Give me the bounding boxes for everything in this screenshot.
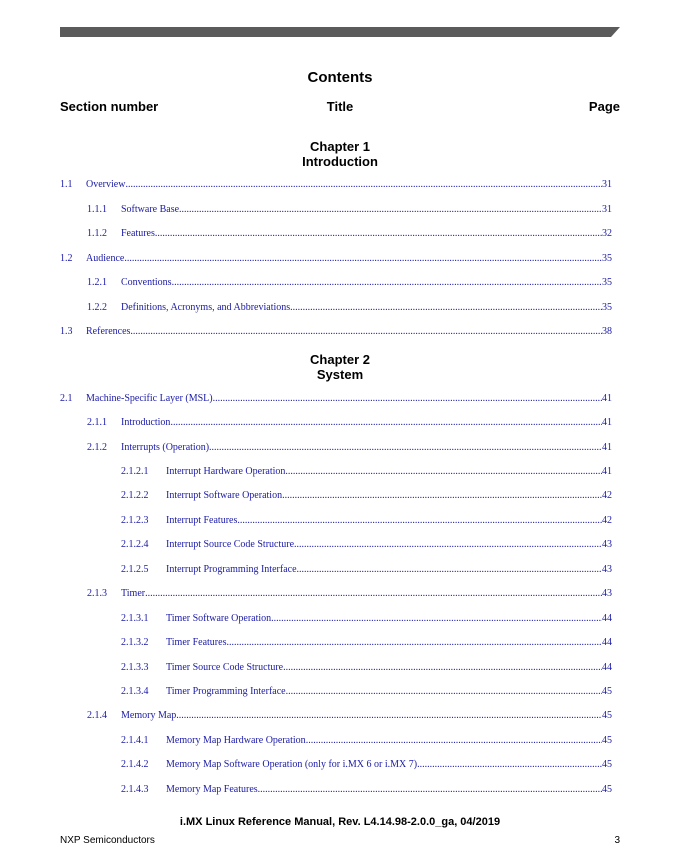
chapter-name: System [316,367,364,382]
toc-entry-title[interactable]: Audience [86,253,125,264]
dot-leader [172,276,602,290]
toc-entry[interactable] [60,301,612,315]
toc-entry-page[interactable]: 41 [602,466,612,477]
toc-entry-number: 2.1 [60,393,73,404]
toc-entry-title[interactable]: Features [121,228,155,239]
toc-entry-page[interactable]: 41 [602,417,612,428]
toc-entry-page[interactable]: 41 [602,393,612,404]
toc-entry-title[interactable]: Software Base [121,204,180,215]
toc-entry[interactable] [60,227,612,241]
toc-entry-title[interactable]: Memory Map Features [166,784,258,795]
dot-leader [290,301,602,315]
toc-entry-page[interactable]: 43 [602,588,612,599]
dot-leader [124,252,602,266]
dot-leader [179,203,602,217]
toc-entry-title[interactable]: Memory Map Hardware Operation [166,735,306,746]
toc-entry-title[interactable]: Timer [121,588,146,599]
toc-entry-number: 1.1 [60,179,73,190]
footer-company: NXP Semiconductors [60,835,155,846]
toc-entry[interactable] [60,587,612,601]
chapter-number: Chapter 2 [310,352,370,367]
toc-entry-page[interactable]: 44 [602,613,612,624]
toc-entry[interactable] [60,612,612,626]
toc-entry[interactable] [60,465,612,479]
dot-leader [176,709,602,723]
toc-entry-title[interactable]: Timer Programming Interface [166,686,286,697]
toc-entry-number: 2.1.3.1 [121,613,149,624]
toc-entry-page[interactable]: 45 [602,735,612,746]
toc-entry[interactable] [60,661,612,675]
toc-entry-page[interactable]: 45 [602,784,612,795]
toc-entry-number: 2.1.4.2 [121,759,149,770]
dot-leader [226,636,602,650]
toc-entry[interactable] [60,685,612,699]
toc-entry-number: 2.1.2.3 [121,515,149,526]
toc-entry[interactable] [60,709,612,723]
toc-entry-title[interactable]: Interrupt Features [166,515,238,526]
toc-entry-number: 2.1.3.2 [121,637,149,648]
dot-leader [130,325,602,339]
toc-entry-page[interactable]: 35 [602,253,612,264]
toc-entry-number: 2.1.2 [87,442,107,453]
toc-entry-title[interactable]: Overview [86,179,126,190]
toc-entry[interactable] [60,563,612,577]
chapter-number: Chapter 1 [310,139,370,154]
toc-entry-number: 2.1.1 [87,417,107,428]
toc-entry-title[interactable]: Interrupt Programming Interface [166,564,297,575]
toc-entry[interactable] [60,783,612,797]
toc-entry-page[interactable]: 44 [602,637,612,648]
toc-entry-number: 1.1.2 [87,228,107,239]
toc-entry-page[interactable]: 35 [602,302,612,313]
dot-leader [271,612,602,626]
dot-leader [294,538,602,552]
dot-leader [282,489,602,503]
toc-entry-number: 2.1.2.5 [121,564,149,575]
toc-entry-title[interactable]: Timer Software Operation [166,613,272,624]
toc-entry-page[interactable]: 45 [602,686,612,697]
toc-entry[interactable] [60,734,612,748]
toc-entry-title[interactable]: Timer Features [166,637,227,648]
toc-entry-number: 2.1.3 [87,588,107,599]
dot-leader [213,392,602,406]
toc-entry-page[interactable]: 31 [602,204,612,215]
toc-entry[interactable] [60,514,612,528]
toc-entry-number: 1.2 [60,253,73,264]
dot-leader [209,441,602,455]
toc-entry-page[interactable]: 41 [602,442,612,453]
toc-entry-page[interactable]: 44 [602,662,612,673]
dot-leader [297,563,602,577]
toc-entry-title[interactable]: References [86,326,131,337]
dot-leader [125,178,602,192]
toc-entry-title[interactable]: Interrupt Hardware Operation [166,466,286,477]
header-rule [60,27,620,37]
toc-entry-number: 2.1.3.4 [121,686,149,697]
toc-entry-number: 1.1.1 [87,204,107,215]
toc-entry-number: 1.3 [60,326,73,337]
column-header-section: Section number [60,99,159,114]
chapter-heading [0,352,680,382]
column-header-page: Page [588,99,620,114]
toc-entry-title[interactable]: Conventions [121,277,172,288]
toc-entry-number: 2.1.4.3 [121,784,149,795]
column-header-title: Title [326,99,354,114]
toc-entry-page[interactable]: 35 [602,277,612,288]
toc-entry-page[interactable]: 43 [602,539,612,550]
toc-entry-number: 2.1.3.3 [121,662,149,673]
toc-entry[interactable] [60,276,612,290]
dot-leader [237,514,602,528]
toc-entry-title[interactable]: Definitions, Acronyms, and Abbreviations [121,302,291,313]
toc-entry[interactable] [60,178,612,192]
toc-entry-page[interactable]: 38 [602,326,612,337]
page-title: Contents [307,69,373,86]
toc-entry-page[interactable]: 31 [602,179,612,190]
dot-leader [306,734,602,748]
dot-leader [286,685,602,699]
toc-entry-title[interactable]: Machine-Specific Layer (MSL) [86,393,213,404]
toc-entry-number: 2.1.4.1 [121,735,149,746]
toc-entry[interactable] [60,758,612,772]
toc-entry-page[interactable]: 42 [602,490,612,501]
toc-entry-page[interactable]: 45 [602,759,612,770]
chapter-heading [0,139,680,169]
toc-entry[interactable] [60,441,612,455]
dot-leader [145,587,602,601]
toc-entry-page[interactable]: 42 [602,515,612,526]
toc-entry-number: 2.1.2.2 [121,490,149,501]
toc-entry-title[interactable]: Interrupt Source Code Structure [166,539,295,550]
footer-page-number: 3 [614,835,620,846]
toc-entry-title[interactable]: Introduction [121,417,171,428]
toc-entry-number: 1.2.1 [87,277,107,288]
toc-entry[interactable] [60,325,612,339]
toc-entry[interactable] [60,203,612,217]
dot-leader [170,416,602,430]
toc-entry-title[interactable]: Interrupt Software Operation [166,490,283,501]
dot-leader [258,783,602,797]
footer-document-title: i.MX Linux Reference Manual, Rev. L4.14.98-2.0.0_ga, 04/2019 [179,816,501,828]
dot-leader [283,661,602,675]
toc-entry-title[interactable]: Interrupts (Operation) [121,442,210,453]
dot-leader [285,465,602,479]
toc-entry-title[interactable]: Memory Map [121,710,177,721]
dot-leader [155,227,602,241]
toc-entry-title[interactable]: Timer Source Code Structure [166,662,284,673]
toc-entry-number: 2.1.4 [87,710,107,721]
toc-entry-title[interactable]: Memory Map Software Operation (only for i.MX 6 or i.MX 7) [166,759,418,770]
toc-entry[interactable] [60,416,612,430]
toc-entry[interactable] [60,392,612,406]
toc-entry-number: 1.2.2 [87,302,107,313]
toc-entry[interactable] [60,489,612,503]
toc-entry-number: 2.1.2.4 [121,539,149,550]
toc-entry[interactable] [60,252,612,266]
dot-leader [417,758,602,772]
toc-entry-page[interactable]: 32 [602,228,612,239]
toc-entry-page[interactable]: 43 [602,564,612,575]
toc-entry-number: 2.1.2.1 [121,466,149,477]
toc-entry-page[interactable]: 45 [602,710,612,721]
toc-entry[interactable] [60,538,612,552]
chapter-name: Introduction [302,154,378,169]
toc-entry[interactable] [60,636,612,650]
